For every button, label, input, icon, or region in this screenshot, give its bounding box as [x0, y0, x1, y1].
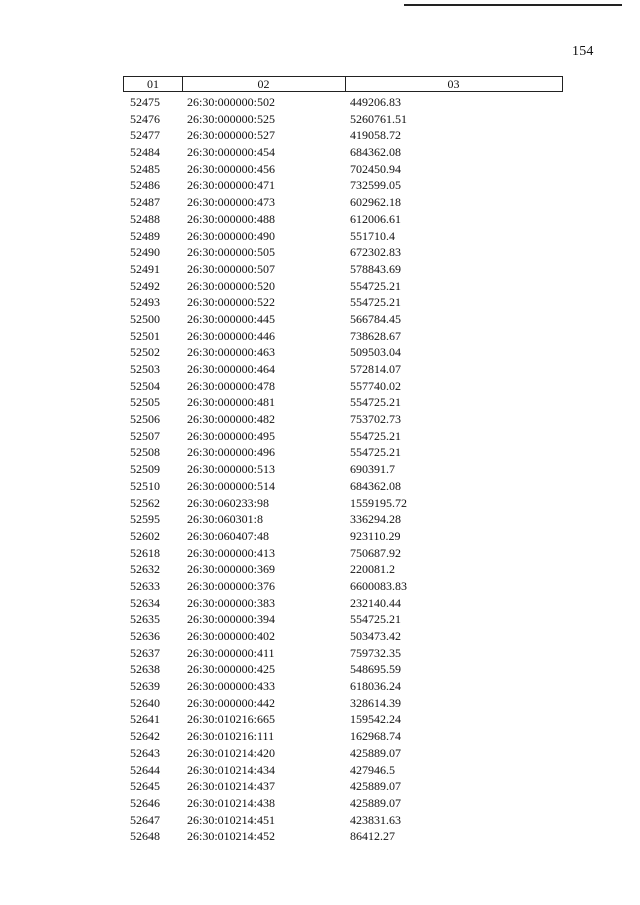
row-value: 578843.69 [350, 261, 401, 276]
row-id: 52562 [130, 495, 160, 510]
row-id: 52644 [130, 762, 160, 777]
row-id: 52504 [130, 378, 160, 393]
row-value: 503473.42 [350, 629, 401, 643]
table-row [0, 444, 640, 461]
row-id: 52647 [130, 812, 160, 827]
row-id: 52633 [130, 578, 160, 593]
table-row [0, 478, 640, 495]
cadastral-number: 26:30:000000:505 [187, 245, 276, 260]
row-id: 52637 [130, 645, 160, 660]
cadastral-number: 26:30:060301:8 [187, 512, 264, 527]
cadastral-number: 26:30:000000:507 [187, 261, 276, 276]
cadastral-number: 26:30:000000:376 [187, 578, 276, 593]
cadastral-number: 26:30:000000:473 [187, 195, 276, 210]
cadastral-number: 26:30:000000:495 [187, 428, 276, 443]
row-id: 52503 [130, 362, 160, 376]
row-id: 52506 [130, 412, 160, 427]
cadastral-number: 26:30:000000:433 [187, 679, 276, 694]
row-id: 52492 [130, 278, 160, 293]
row-value: 753702.73 [350, 412, 401, 427]
row-value: 449206.83 [350, 95, 401, 109]
row-value: 732599.05 [350, 178, 401, 193]
cadastral-number: 26:30:000000:445 [187, 311, 276, 326]
table-row [0, 111, 640, 128]
cadastral-number: 26:30:000000:402 [187, 629, 276, 643]
table-row [0, 545, 640, 562]
cadastral-number: 26:30:000000:471 [187, 178, 276, 193]
table-row [0, 311, 640, 328]
row-value: 684362.08 [350, 145, 401, 160]
cadastral-number: 26:30:000000:383 [187, 595, 276, 610]
cadastral-number: 26:30:000000:478 [187, 378, 276, 393]
row-id: 52475 [130, 95, 160, 109]
table-row [0, 528, 640, 545]
row-value: 427946.5 [350, 762, 395, 777]
row-id: 52635 [130, 612, 160, 627]
row-value: 336294.28 [350, 512, 401, 527]
row-value: 759732.35 [350, 645, 401, 660]
row-id: 52510 [130, 478, 160, 493]
table-row [0, 228, 640, 245]
cadastral-number: 26:30:000000:496 [187, 445, 276, 460]
column-header-03: 03 [447, 77, 460, 91]
row-id: 52634 [130, 595, 160, 610]
cadastral-number: 26:30:000000:490 [187, 228, 276, 243]
cadastral-number: 26:30:010214:452 [187, 829, 276, 844]
page-number: 154 [572, 44, 594, 59]
column-header-01: 01 [124, 77, 183, 91]
table-row [0, 561, 640, 578]
row-value: 612006.61 [350, 211, 401, 226]
row-value: 566784.45 [350, 311, 401, 326]
table-row [0, 511, 640, 528]
table-row [0, 344, 640, 361]
table-row [0, 711, 640, 728]
row-value: 425889.07 [350, 795, 401, 810]
row-value: 690391.7 [350, 462, 395, 477]
row-id: 52484 [130, 145, 160, 160]
cadastral-number: 26:30:000000:456 [187, 161, 276, 176]
row-value: 328614.39 [350, 695, 401, 710]
cadastral-number: 26:30:000000:394 [187, 612, 276, 627]
row-id: 52491 [130, 261, 160, 276]
row-value: 618036.24 [350, 679, 401, 694]
row-value: 232140.44 [350, 595, 401, 610]
cadastral-number: 26:30:000000:482 [187, 412, 276, 427]
table-row [0, 628, 640, 645]
table-row [0, 411, 640, 428]
table-row [0, 495, 640, 512]
row-id: 52489 [130, 228, 160, 243]
row-value: 425889.07 [350, 745, 401, 760]
row-value: 551710.4 [350, 228, 395, 243]
cadastral-number: 26:30:000000:442 [187, 695, 276, 710]
row-id: 52490 [130, 245, 160, 260]
table-row [0, 211, 640, 228]
table-row [0, 278, 640, 295]
table-row [0, 645, 640, 662]
table-row [0, 812, 640, 829]
row-id: 52638 [130, 662, 160, 677]
table-row [0, 762, 640, 779]
table-row [0, 678, 640, 695]
row-id: 52639 [130, 679, 160, 694]
row-id: 52642 [130, 729, 160, 744]
row-id: 52636 [130, 629, 160, 643]
row-id: 52646 [130, 795, 160, 810]
table-row [0, 177, 640, 194]
row-value: 162968.74 [350, 729, 401, 744]
row-value: 554725.21 [350, 395, 401, 410]
row-id: 52508 [130, 445, 160, 460]
row-value: 509503.04 [350, 345, 401, 360]
table-row [0, 611, 640, 628]
row-value: 419058.72 [350, 128, 401, 143]
cadastral-number: 26:30:000000:527 [187, 128, 276, 143]
table-row [0, 695, 640, 712]
row-id: 52476 [130, 111, 160, 126]
table-row [0, 428, 640, 445]
cadastral-number: 26:30:000000:520 [187, 278, 276, 293]
cadastral-number: 26:30:060233:98 [187, 495, 270, 510]
column-header-02: 02 [182, 77, 346, 91]
table-row [0, 161, 640, 178]
row-value: 1559195.72 [350, 495, 407, 510]
row-id: 52618 [130, 545, 160, 560]
table-row [0, 461, 640, 478]
cadastral-number: 26:30:000000:522 [187, 295, 276, 310]
row-id: 52507 [130, 428, 160, 443]
row-id: 52632 [130, 562, 160, 577]
table-row [0, 194, 640, 211]
row-value: 423831.63 [350, 812, 401, 827]
row-value: 750687.92 [350, 545, 401, 560]
table-row [0, 778, 640, 795]
row-value: 554725.21 [350, 295, 401, 310]
cadastral-number: 26:30:000000:463 [187, 345, 276, 360]
cadastral-number: 26:30:000000:411 [187, 645, 275, 660]
row-id: 52509 [130, 462, 160, 477]
table-row [0, 94, 640, 111]
row-id: 52602 [130, 528, 160, 543]
cadastral-number: 26:30:010214:438 [187, 795, 276, 810]
cadastral-number: 26:30:010214:437 [187, 779, 276, 794]
cadastral-number: 26:30:000000:446 [187, 328, 276, 343]
row-value: 602962.18 [350, 195, 401, 210]
cadastral-number: 26:30:000000:413 [187, 545, 276, 560]
row-id: 52486 [130, 178, 160, 193]
row-id: 52641 [130, 712, 160, 727]
cadastral-number: 26:30:000000:454 [187, 145, 276, 160]
row-id: 52648 [130, 829, 160, 844]
table-row [0, 595, 640, 612]
cadastral-number: 26:30:000000:513 [187, 462, 276, 477]
row-value: 554725.21 [350, 428, 401, 443]
table-row [0, 261, 640, 278]
table-row [0, 328, 640, 345]
table-body [0, 94, 640, 845]
table-row [0, 361, 640, 378]
row-value: 572814.07 [350, 362, 401, 376]
cadastral-number: 26:30:000000:488 [187, 211, 276, 226]
cadastral-number: 26:30:000000:514 [187, 478, 276, 493]
row-id: 52485 [130, 161, 160, 176]
row-value: 554725.21 [350, 445, 401, 460]
row-id: 52502 [130, 345, 160, 360]
row-value: 684362.08 [350, 478, 401, 493]
cadastral-number: 26:30:000000:481 [187, 395, 276, 410]
table-row [0, 828, 640, 845]
row-id: 52501 [130, 328, 160, 343]
cadastral-number: 26:30:010214:420 [187, 745, 276, 760]
cadastral-number: 26:30:010214:451 [187, 812, 276, 827]
table-row [0, 127, 640, 144]
table-row [0, 661, 640, 678]
cadastral-number: 26:30:000000:525 [187, 111, 276, 126]
cadastral-number: 26:30:010214:434 [187, 762, 276, 777]
cadastral-number: 26:30:010216:665 [187, 712, 276, 727]
row-id: 52643 [130, 745, 160, 760]
table-row [0, 378, 640, 395]
row-value: 557740.02 [350, 378, 401, 393]
top-rule [404, 4, 622, 6]
cadastral-number: 26:30:060407:48 [187, 528, 270, 543]
cadastral-number: 26:30:000000:425 [187, 662, 276, 677]
row-id: 52640 [130, 695, 160, 710]
cadastral-number: 26:30:000000:464 [187, 362, 276, 376]
row-id: 52493 [130, 295, 160, 310]
row-value: 672302.83 [350, 245, 401, 260]
row-id: 52645 [130, 779, 160, 794]
table-row [0, 745, 640, 762]
row-value: 425889.07 [350, 779, 401, 794]
row-id: 52505 [130, 395, 160, 410]
table-row [0, 578, 640, 595]
cadastral-number: 26:30:000000:369 [187, 562, 276, 577]
row-value: 6600083.83 [350, 578, 407, 593]
row-value: 548695.59 [350, 662, 401, 677]
row-id: 52487 [130, 195, 160, 210]
table-row [0, 294, 640, 311]
row-id: 52500 [130, 311, 160, 326]
row-value: 923110.29 [350, 528, 401, 543]
row-value: 554725.21 [350, 612, 401, 627]
row-value: 738628.67 [350, 328, 401, 343]
row-value: 702450.94 [350, 161, 401, 176]
cadastral-number: 26:30:000000:502 [187, 95, 276, 109]
row-id: 52488 [130, 211, 160, 226]
row-value: 220081.2 [350, 562, 395, 577]
row-id: 52477 [130, 128, 160, 143]
table-row [0, 394, 640, 411]
table-row [0, 244, 640, 261]
table-row [0, 728, 640, 745]
row-value: 86412.27 [350, 829, 395, 844]
row-id: 52595 [130, 512, 160, 527]
table-row [0, 144, 640, 161]
table-row [0, 795, 640, 812]
cadastral-number: 26:30:010216:111 [187, 729, 275, 744]
row-value: 5260761.51 [350, 111, 407, 126]
row-value: 159542.24 [350, 712, 401, 727]
row-value: 554725.21 [350, 278, 401, 293]
table-header [123, 76, 563, 92]
